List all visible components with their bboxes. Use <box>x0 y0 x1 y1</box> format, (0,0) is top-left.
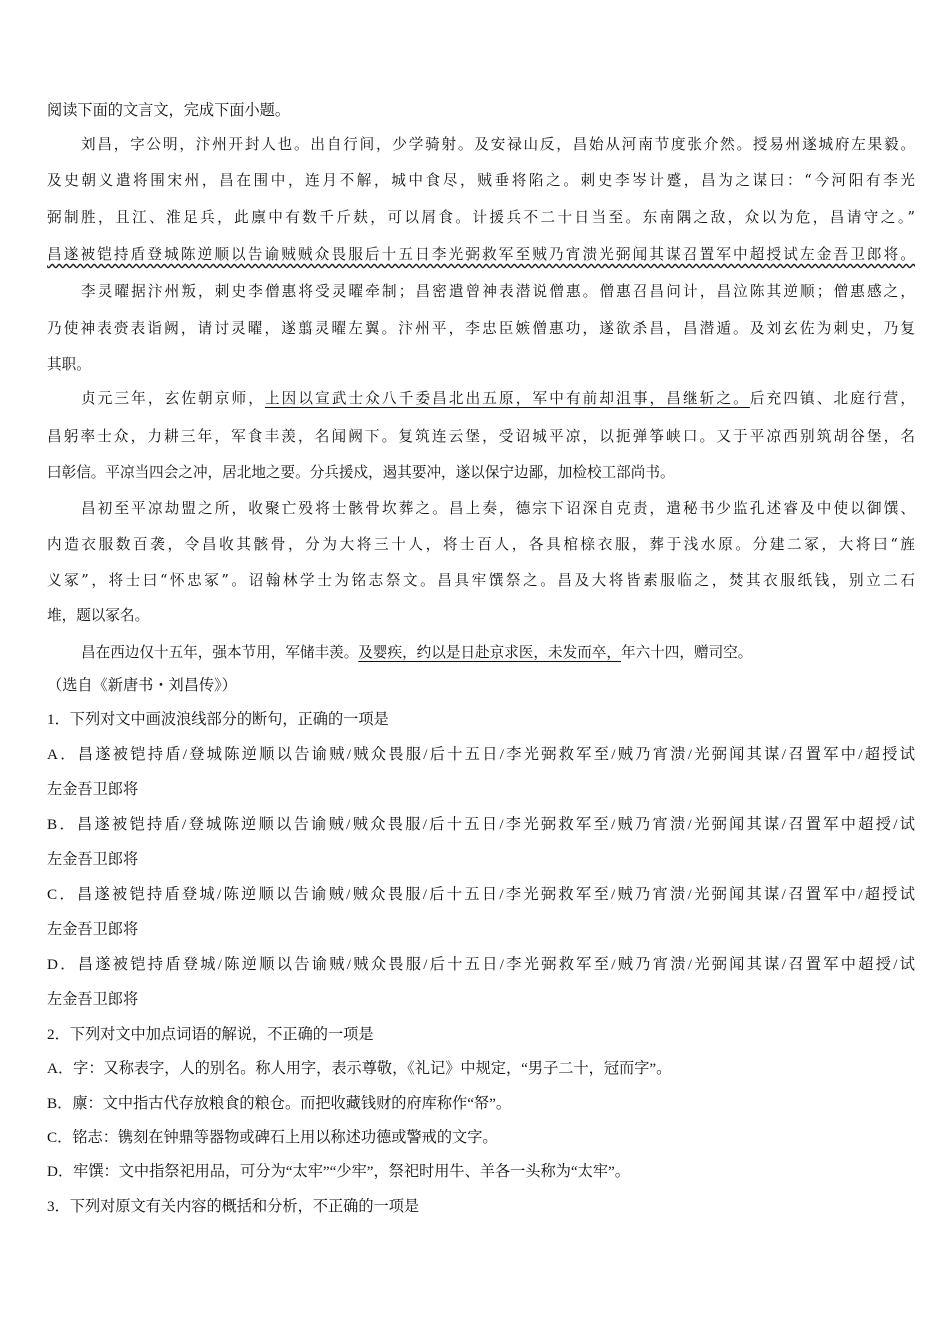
source-citation: （选自《新唐书・刘昌传》） <box>47 677 237 694</box>
passage-line: 其职。 <box>47 356 91 373</box>
question-1-stem: 1．下列对文中画波浪线部分的断句，正确的一项是 <box>47 711 389 728</box>
question-1-option-c-cont: 左金吾卫郎将 <box>47 921 139 938</box>
question-2-option-c: C．铭志：镌刻在钟鼎等器物或碑石上用以称述功德或警戒的文字。 <box>47 1129 498 1146</box>
question-2-stem: 2．下列对文中加点词语的解说，不正确的一项是 <box>47 1026 374 1043</box>
underlined-sentence: 上因以宣武士众八千委昌北出五原，军中有前却沮事，昌继斩之。 <box>264 390 750 407</box>
question-2-option-b: B．廪：文中指古代存放粮食的粮仓。而把收藏钱财的府库称作“帑”。 <box>47 1095 512 1112</box>
passage-line: 昌初至平凉劫盟之所，收聚亡殁将士骸骨坎葬之。昌上奏，德宗下诏深自克责，遣秘书少监孔述睿及中使以御馔、 <box>81 500 915 517</box>
question-1-option-a: A．昌遂被铠持盾/登城陈逆顺以告谕贼/贼众畏服/后十五日/李光弼救军至/贼乃宵溃/光弼闻其谋/召置军中/超授试 <box>47 746 915 763</box>
question-1-option-c: C．昌遂被铠持盾登城/陈逆顺以告谕贼/贼众畏服/后十五日/李光弼救军至/贼乃宵溃/光弼闻其谋/召置军中/超授试 <box>47 886 915 903</box>
underlined-sentence: 及婴疾，约以是日赴京求医，未发而卒， <box>358 644 621 661</box>
question-1-option-d: D．昌遂被铠持盾登城/陈逆顺以告谕贼/贼众畏服/后十五日/李光弼救军至/贼乃宵溃/光弼闻其谋/召置军中超授/试 <box>47 956 915 973</box>
passage-line: 李灵曜据汴州叛，刺史李僧惠将受灵曜牵制；昌密遣曾神表潜说僧惠。僧惠召昌问计，昌泣陈其逆顺；僧惠感之， <box>81 283 915 300</box>
question-1-option-d-cont: 左金吾卫郎将 <box>47 991 139 1008</box>
passage-line: 乃使神表赍表诣阙，请讨灵曜，遂翦灵曜左翼。汴州平，李忠臣嫉僧惠功，遂欲杀昌，昌潜遁。及刘玄佐为刺史，乃复 <box>47 320 915 337</box>
question-1-option-b-cont: 左金吾卫郎将 <box>47 851 139 868</box>
passage-line: 刘昌，字公明，汴州开封人也。出自行间，少学骑射。及安禄山反，昌始从河南节度张介然。授易州遂城府左果毅。 <box>81 136 915 153</box>
passage-line: 曰彰信。平凉当四会之冲，居北地之要。分兵援戍，遏其要冲，遂以保宁边鄙，加检校工部尚书。 <box>47 464 675 481</box>
passage-line: 内造衣服数百袭，令昌收其骸骨，分为大将三十人，将士百人，各具棺榇衣服，葬于浅水原。分建二冢，大将曰“旌 <box>47 536 915 553</box>
passage-line: 昌在西边仅十五年，强本节用，军储丰羡。及婴疾，约以是日赴京求医，未发而卒，年六十四，赠司空。 <box>81 644 753 661</box>
passage-line: 贞元三年，玄佐朝京师，上因以宣武士众八千委昌北出五原，军中有前却沮事，昌继斩之。后充四镇、北庭行营， <box>81 390 915 407</box>
wavy-underlined-passage: 昌遂被铠持盾登城陈逆顺以告谕贼贼众畏服后十五日李光弼救军至贼乃宵溃光弼闻其谋召置军中超授试左金吾卫郎将。 <box>47 246 915 263</box>
question-2-option-a: A．字：又称表字，人的别名。称人用字，表示尊敬，《礼记》中规定，“男子二十，冠而字”。 <box>47 1060 672 1077</box>
question-3-stem: 3．下列对原文有关内容的概括和分析，不正确的一项是 <box>47 1198 420 1215</box>
passage-line: 弼制胜，且江、淮足兵，此廪中有数千斤麸，可以屑食。计援兵不二十日当至。东南隅之敌，众以为危，昌请守之。” <box>47 209 915 226</box>
instruction: 阅读下面的文言文，完成下面小题。 <box>47 102 290 119</box>
question-1-option-a-cont: 左金吾卫郎将 <box>47 781 139 798</box>
passage-line: 昌躬率士众，力耕三年，军食丰羡，名闻阙下。复筑连云堡，受诏城平凉，以扼弹筝峡口。又于平凉西别筑胡谷堡，名 <box>47 428 915 445</box>
question-1-option-b: B．昌遂被铠持盾/登城陈逆顺以告谕贼/贼众畏服/后十五日/李光弼救军至/贼乃宵溃/光弼闻其谋/召置军中超授/试 <box>47 816 915 833</box>
passage-line: 及史朝义遣将围宋州，昌在围中，连月不解，城中食尽，贼垂将陷之。刺史李岑计蹙，昌为之谋曰：“今河阳有李光 <box>47 172 915 189</box>
passage-line: 义冢”，将士曰“怀忠冢”。诏翰林学士为铭志祭文。昌具牢馔祭之。昌及大将皆素服临之，焚其衣服纸钱，别立二石 <box>47 572 915 589</box>
passage-line: 堆，题以冢名。 <box>47 607 150 624</box>
question-2-option-d: D．牢馔：文中指祭祀用品，可分为“太牢”“少牢”，祭祀时用牛、羊各一头称为“太牢”。 <box>47 1163 630 1180</box>
